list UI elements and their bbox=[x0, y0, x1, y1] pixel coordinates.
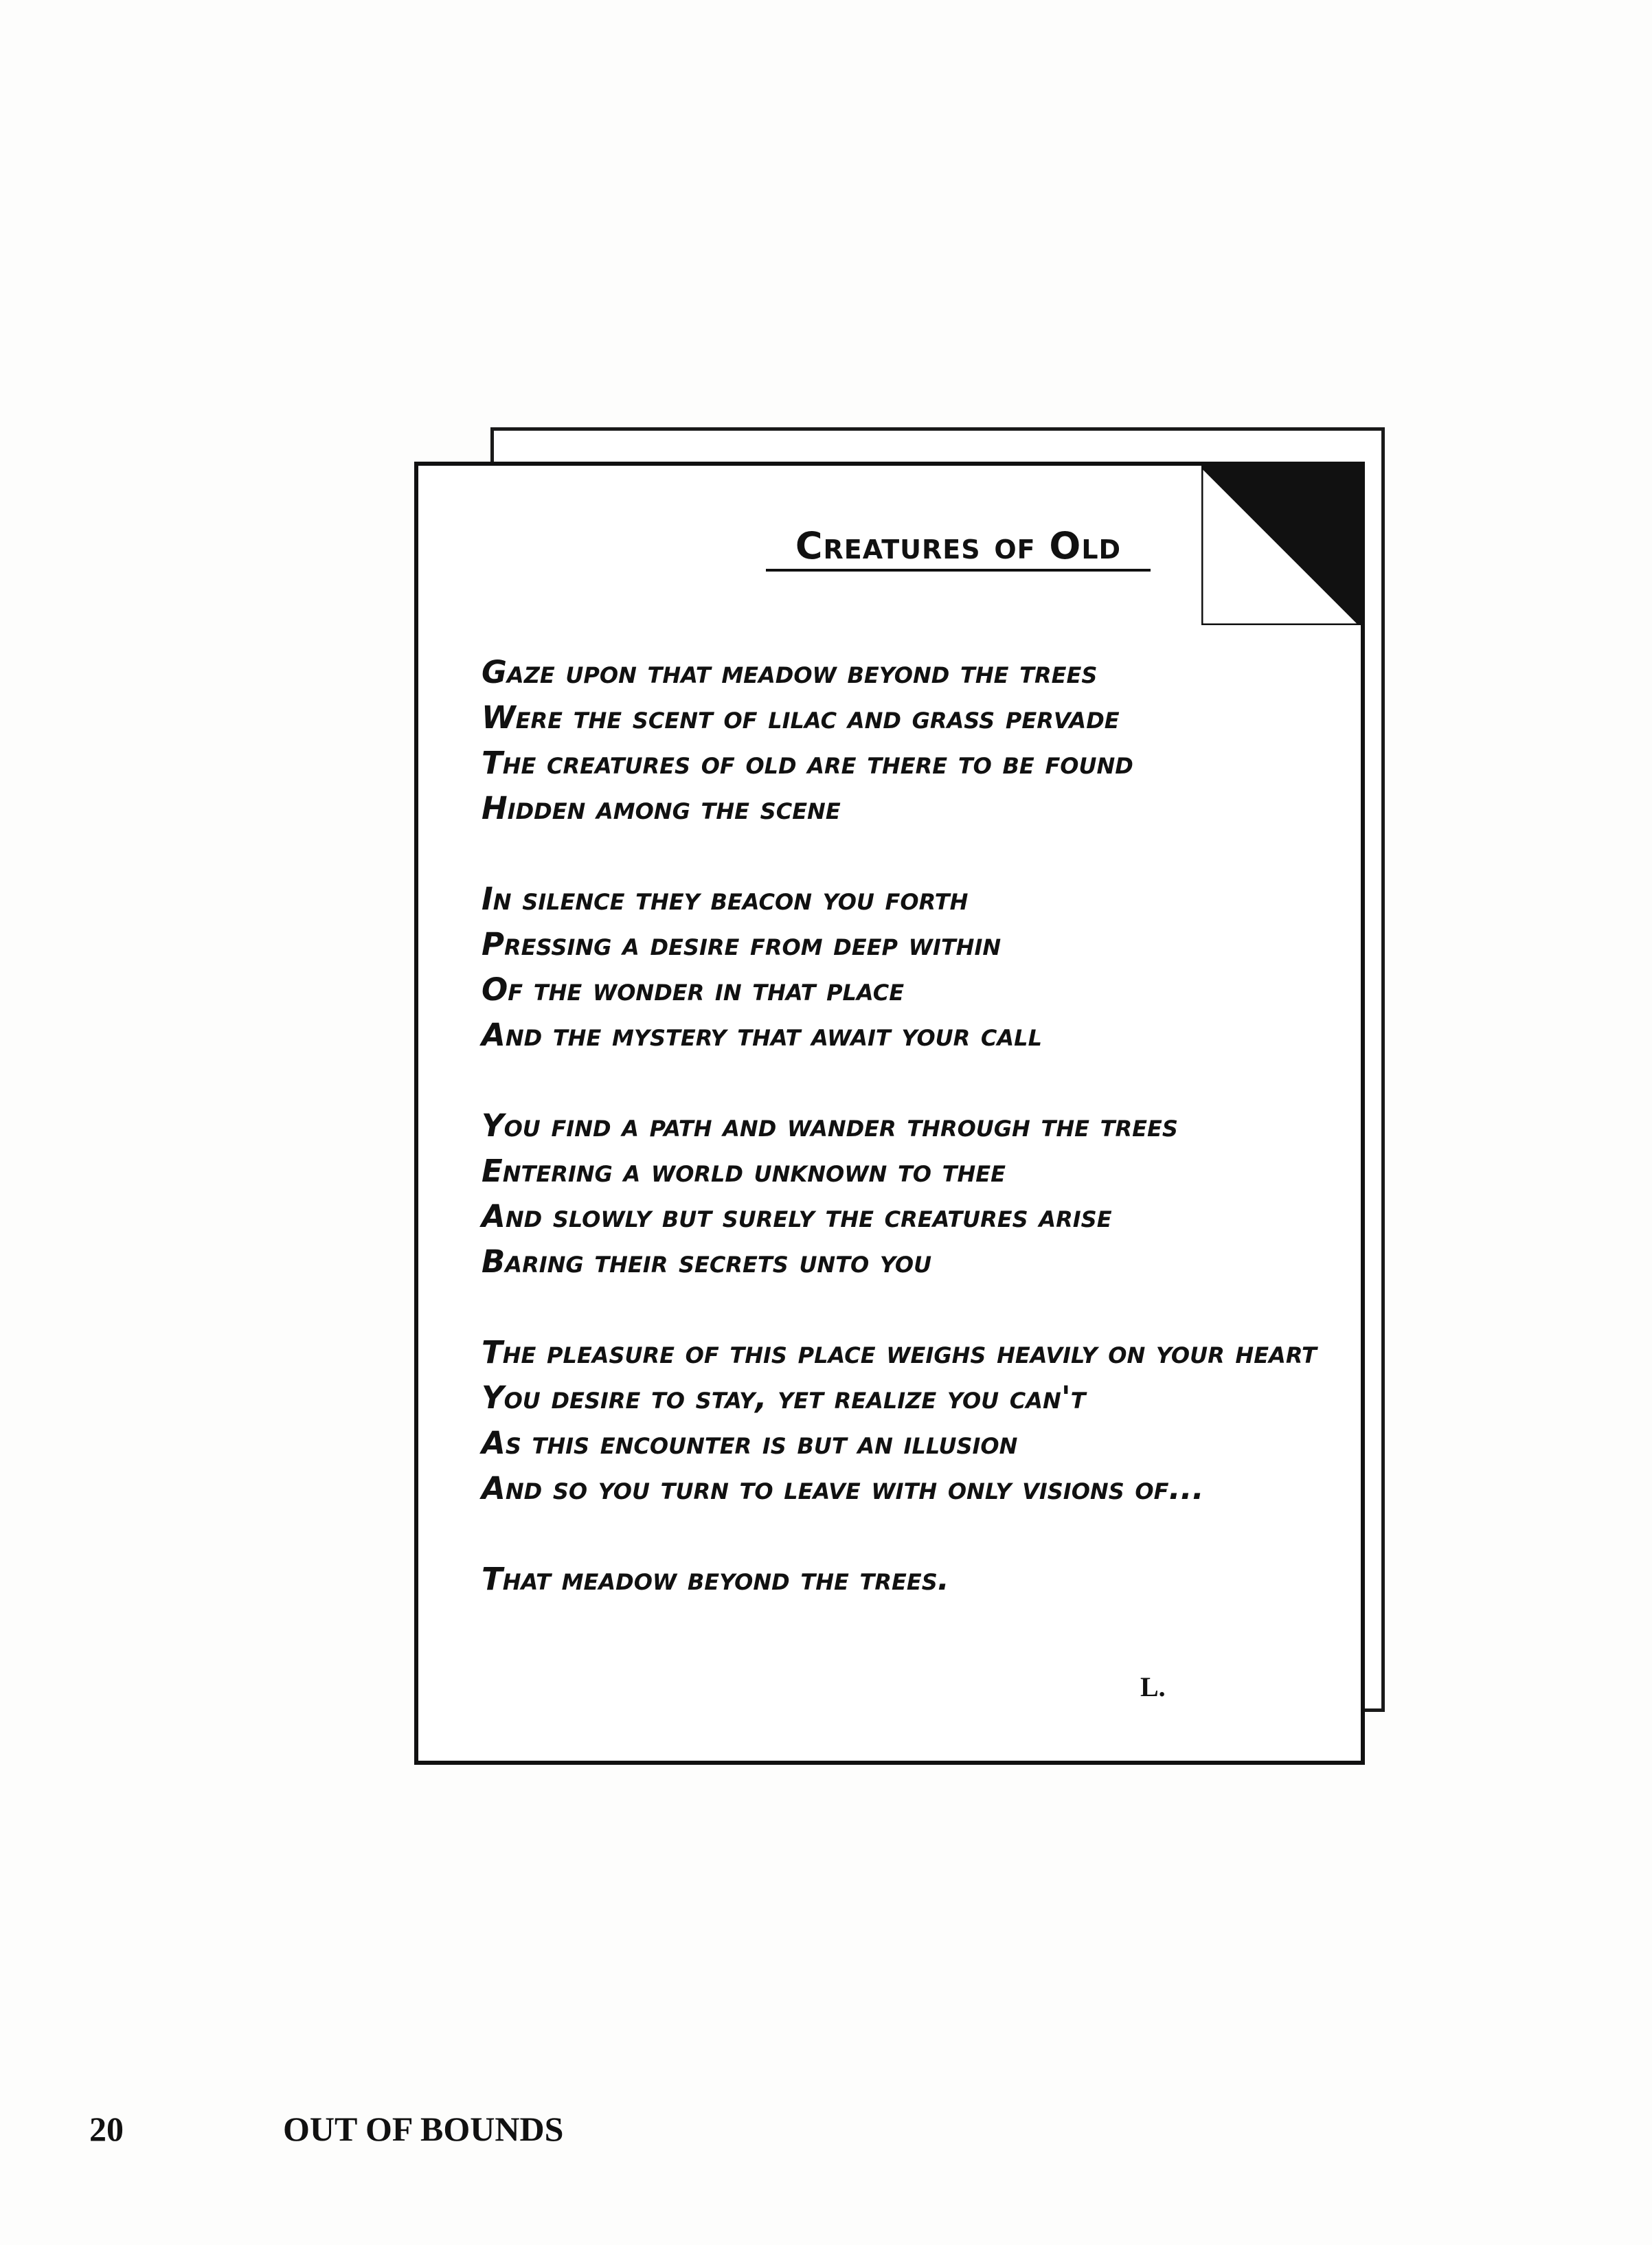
poem-line: The creatures of old are there to be found bbox=[482, 745, 1133, 781]
poem-line: Baring their secrets unto you bbox=[482, 1243, 932, 1280]
poem-line: Gaze upon that meadow beyond the trees bbox=[482, 654, 1098, 690]
stanza bbox=[482, 650, 1340, 831]
poem-line: You find a path and wander through the trees bbox=[482, 1107, 1178, 1144]
page-number: 20 bbox=[89, 2110, 124, 2148]
stanza bbox=[482, 1557, 1340, 1602]
stanza bbox=[482, 1103, 1340, 1285]
poem-line: The pleasure of this place weighs heavily on your heart bbox=[482, 1334, 1317, 1370]
poem-line: Of the wonder in that place bbox=[482, 971, 905, 1008]
publication-name: OUT OF BOUNDS bbox=[283, 2110, 564, 2148]
poem-line: That meadow beyond the trees. bbox=[482, 1561, 949, 1597]
stanza bbox=[482, 877, 1340, 1058]
poem-line: Entering a world unknown to thee bbox=[482, 1153, 1006, 1189]
poem-title: Creatures of Old bbox=[766, 524, 1151, 572]
author-signature: L. bbox=[1140, 1671, 1166, 1702]
poem-line: Hidden among the scene bbox=[482, 790, 841, 826]
poem-body bbox=[482, 650, 1340, 1647]
poem-line: As this encounter is but an illusion bbox=[482, 1425, 1018, 1461]
poem-line: And slowly but surely the creatures arise bbox=[482, 1198, 1112, 1234]
poem-line: And the mystery that await your call bbox=[482, 1017, 1042, 1053]
folded-corner-icon bbox=[1201, 466, 1361, 625]
poem-line: Pressing a desire from deep within bbox=[482, 926, 1002, 962]
poem-line: And so you turn to leave with only visions of... bbox=[482, 1470, 1204, 1507]
stanza bbox=[482, 1330, 1340, 1511]
poem-line: In silence they beacon you forth bbox=[482, 881, 969, 917]
poem-frame bbox=[414, 462, 1365, 1765]
poem-line: You desire to stay, yet realize you can't bbox=[482, 1379, 1086, 1416]
poem-line: Were the scent of lilac and grass pervade bbox=[482, 699, 1120, 736]
